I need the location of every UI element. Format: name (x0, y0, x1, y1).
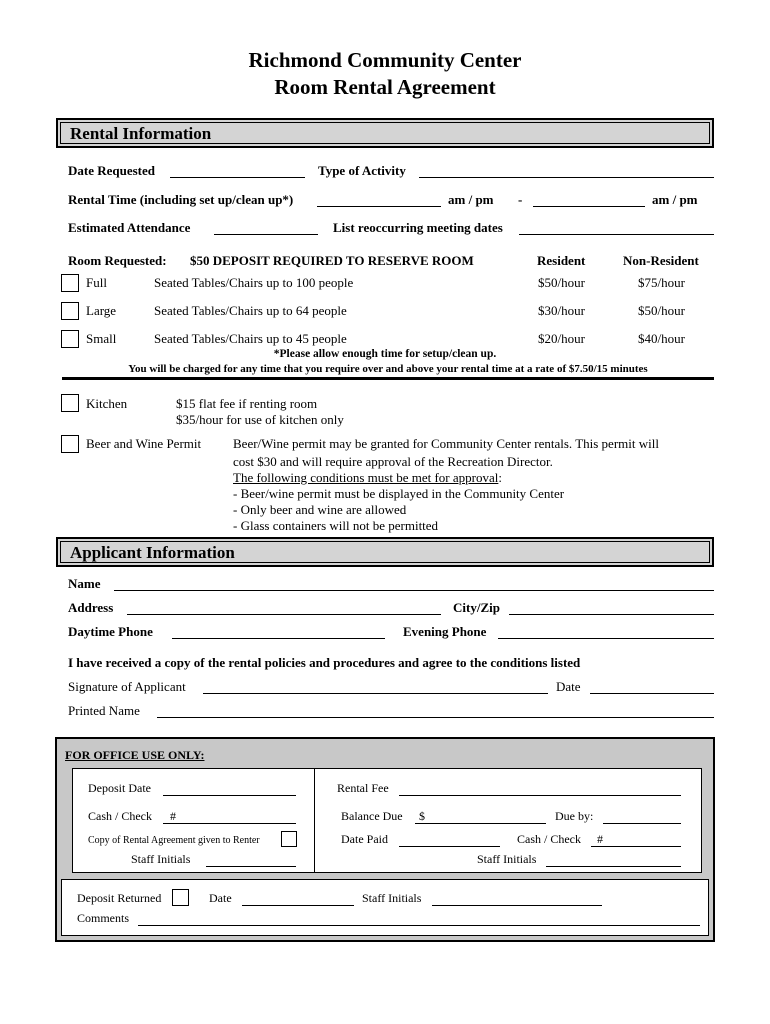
city-zip-field[interactable] (509, 614, 714, 615)
signature-label: Signature of Applicant (68, 679, 186, 694)
returned-date-label: Date (209, 891, 232, 905)
copy-given-label: Copy of Rental Agreement given to Renter (88, 835, 260, 846)
date-paid-label: Date Paid (341, 832, 388, 846)
room-description: Seated Tables/Chairs up to 64 people (154, 303, 347, 318)
daytime-phone-label: Daytime Phone (68, 624, 153, 639)
printed-name-label: Printed Name (68, 703, 140, 718)
conditions-colon: : (498, 470, 502, 485)
returned-date-field[interactable] (242, 905, 354, 906)
staff-initials-field[interactable] (206, 866, 296, 867)
beer-wine-checkbox[interactable] (61, 435, 79, 453)
balance-due-field[interactable] (415, 823, 546, 824)
printed-name-field[interactable] (157, 717, 714, 718)
rental-fee-label: Rental Fee (337, 781, 389, 795)
balance-dollar: $ (419, 809, 425, 823)
comments-field[interactable] (138, 925, 700, 926)
beer-wine-text-3 (233, 470, 502, 486)
rental-time-end-field[interactable] (533, 206, 645, 207)
type-of-activity-field[interactable] (419, 177, 714, 178)
balance-due-label: Balance Due (341, 809, 403, 823)
cash-check-label-2: Cash / Check (517, 832, 581, 846)
rental-time-start-field[interactable] (317, 206, 441, 207)
time-dash: - (518, 192, 523, 207)
nonresident-column-header: Non-Resident (623, 253, 699, 268)
deposit-returned-label: Deposit Returned (77, 891, 162, 905)
applicant-info-header (56, 537, 714, 567)
cash-check-label: Cash / Check (88, 809, 152, 823)
title-line-1: Richmond Community Center (248, 48, 522, 72)
type-of-activity-label: Type of Activity (318, 163, 406, 178)
deposit-date-field[interactable] (163, 795, 296, 796)
am-pm-start: am / pm (448, 192, 494, 207)
signature-date-label: Date (556, 679, 581, 694)
rental-time-label: Rental Time (including set up/clean up*) (68, 192, 294, 207)
name-label: Name (68, 576, 101, 591)
returned-staff-initials-label: Staff Initials (362, 891, 422, 905)
divider (62, 377, 714, 380)
beer-wine-text-2: cost $30 and will require approval of the Recreation Director. (233, 454, 553, 469)
beer-wine-text-4: - Beer/wine permit must be displayed in the Community Center (233, 486, 565, 501)
am-pm-end: am / pm (652, 192, 698, 207)
office-left-panel (72, 768, 317, 873)
room-large-checkbox[interactable] (61, 302, 79, 320)
estimated-attendance-label: Estimated Attendance (68, 220, 191, 235)
date-requested-field[interactable] (170, 177, 305, 178)
room-description: Seated Tables/Chairs up to 100 people (154, 275, 354, 290)
room-small-checkbox[interactable] (61, 330, 79, 348)
due-by-field[interactable] (603, 823, 681, 824)
name-field[interactable] (114, 590, 714, 591)
city-zip-label: City/Zip (453, 600, 500, 615)
evening-phone-label: Evening Phone (403, 624, 487, 639)
beer-wine-label: Beer and Wine Permit (86, 436, 202, 451)
room-requested-label: Room Requested: (68, 253, 167, 268)
room-resident-rate: $20/hour (538, 331, 585, 346)
setup-note: *Please allow enough time for setup/clean up. (273, 348, 497, 360)
copy-given-checkbox[interactable] (281, 831, 297, 847)
beer-wine-text-1: Beer/Wine permit may be granted for Community Center rentals. This permit will (233, 436, 659, 451)
room-description: Seated Tables/Chairs up to 45 people (154, 331, 347, 346)
office-use-heading: FOR OFFICE USE ONLY: (65, 748, 205, 762)
title-line-2: Room Rental Agreement (274, 75, 496, 99)
rental-info-header (56, 118, 714, 148)
deposit-notice: $50 DEPOSIT REQUIRED TO RESERVE ROOM (190, 253, 474, 268)
staff-initials-label: Staff Initials (131, 852, 191, 866)
due-by-label: Due by: (555, 809, 594, 823)
meeting-dates-field[interactable] (519, 234, 714, 235)
daytime-phone-field[interactable] (172, 638, 385, 639)
comments-label: Comments (77, 911, 130, 925)
room-nonresident-rate: $40/hour (638, 331, 685, 346)
kitchen-label: Kitchen (86, 396, 128, 411)
returned-staff-initials-field[interactable] (432, 905, 602, 906)
deposit-returned-checkbox[interactable] (172, 889, 189, 906)
address-field[interactable] (127, 614, 441, 615)
room-nonresident-rate: $50/hour (638, 303, 685, 318)
room-resident-rate: $30/hour (538, 303, 585, 318)
check-number-hash: # (170, 809, 176, 823)
address-label: Address (68, 600, 114, 615)
room-name: Full (86, 275, 107, 290)
office-right-panel (314, 768, 702, 873)
room-nonresident-rate: $75/hour (638, 275, 685, 290)
staff-initials-field-2[interactable] (546, 866, 681, 867)
rental-info-title: Rental Information (70, 124, 212, 143)
evening-phone-field[interactable] (498, 638, 714, 639)
room-name: Small (86, 331, 117, 346)
rental-fee-field[interactable] (399, 795, 681, 796)
date-paid-field[interactable] (399, 846, 500, 847)
charge-note: You will be charged for any time that you require over and above your rental time at a rate of $7.50/15 minutes (128, 363, 648, 375)
kitchen-fee-2: $35/hour for use of kitchen only (176, 412, 344, 427)
signature-field[interactable] (203, 693, 548, 694)
estimated-attendance-field[interactable] (214, 234, 318, 235)
office-use-box (55, 737, 715, 942)
resident-column-header: Resident (537, 253, 586, 268)
check-number-hash-2: # (597, 832, 603, 846)
cash-check-field-2[interactable] (591, 846, 681, 847)
applicant-info-title: Applicant Information (70, 543, 235, 562)
staff-initials-label-2: Staff Initials (477, 852, 537, 866)
agreement-statement: I have received a copy of the rental policies and procedures and agree to the conditions listed (68, 655, 581, 670)
signature-date-field[interactable] (590, 693, 714, 694)
meeting-dates-label: List reoccurring meeting dates (333, 220, 503, 235)
beer-wine-text-6: - Glass containers will not be permitted (233, 518, 439, 533)
cash-check-field[interactable] (163, 823, 296, 824)
beer-wine-text-5: - Only beer and wine are allowed (233, 502, 407, 517)
deposit-date-label: Deposit Date (88, 781, 151, 795)
conditions-heading: The following conditions must be met for approval (233, 470, 499, 485)
room-full-checkbox[interactable] (61, 274, 79, 292)
room-name: Large (86, 303, 117, 318)
office-bottom-panel (61, 879, 709, 936)
kitchen-fee-1: $15 flat fee if renting room (176, 396, 318, 411)
kitchen-checkbox[interactable] (61, 394, 79, 412)
date-requested-label: Date Requested (68, 163, 156, 178)
room-resident-rate: $50/hour (538, 275, 585, 290)
